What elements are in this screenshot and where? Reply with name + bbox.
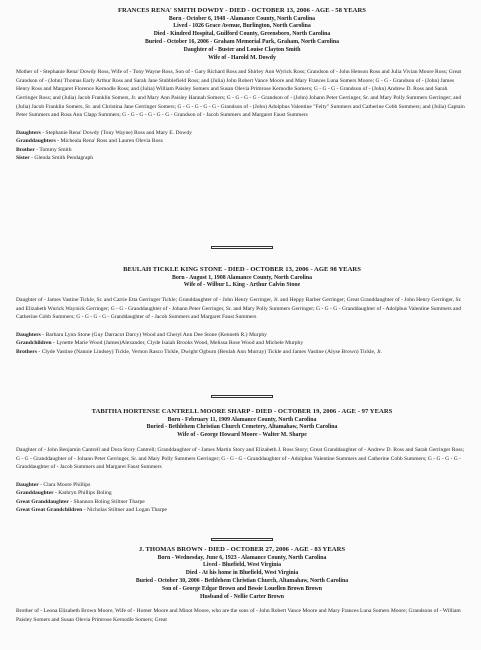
relative-names: - Shannon Boling Stiltner Tharpe <box>68 498 145 505</box>
relative-label: Brother <box>16 146 35 153</box>
obituary-detail: Died - At his home in Bluefield, West Virginia <box>185 570 299 577</box>
relative-line <box>16 348 468 357</box>
obituary-detail: Wife of - Harold M. Dowdy <box>208 54 276 61</box>
obituary-detail: Son of - George Edgar Brown and Bessie Louellen Brown Brown <box>162 585 322 592</box>
obituary-detail: Husband of - Nellie Carter Brown <box>199 593 284 600</box>
relatives-list <box>16 481 468 515</box>
obituary-title: TABITHA HORTENSE CANTRELL MOORE SHARP - DIED - OCTOBER 19, 2006 - AGE - 97 YEARS <box>91 408 393 415</box>
lineage-paragraph: Mother of - Stephanie Rena' Dowdy Ross, Wife of - Tony Wayne Ross, Son of - Gary Richard Ross and Shirley Ann Wyrick Ross; Grandson of - John Henson Ross and Julia Vivian Moore Ross; Great Grandson of - (John) Thomas Early Arthur Ross and Sarah Jane Stubblefield Ross; and (Julia) John Robert Vance Moore and Mary Frances Luna Somers Moore; G - G - Grandson of - (John) James Henry Ross and Margaret Florence Kernodle Ross; and (Julia) William Paisley Somers and Susan Olevia Primrose Kernodle Somers; G - G - G - Grandson of - (John) Andrew D. Ross and Sarah Gerringer Ross; and (Julia) Jacob Franklin Somers, Jr. and Mary Ann Paisley Hannah Somers; G - G - G - G - Grandson of - (John) Johann Peter Gerringer, Sr. and Mary Polly Summers Gerringer; and (Julia) Jacob Franklin Somers, Sr. and Christina Jane Gerringer Somers; G - G - G - G - G - Grandson of - (John) Adolphus Valentine "Felty" Summers and Catherine Cobb Summers; and (Julia) Captain Peter Summers and Rosa Ann Clapp Summers; G - G - G - G - G - G - Grandson of - Jacob Summers and Margaret Faust Summers <box>16 69 465 119</box>
relative-label: Sister <box>16 155 30 162</box>
obituary-entry-sharp <box>16 408 468 515</box>
relative-label: Great Granddaughter <box>16 498 69 505</box>
section-divider <box>211 538 273 540</box>
lineage-paragraph: Brother of - Leona Elizabeth Brown Moore, Wife of - Homer Moore and Minot Moore, who are the sons of - John Robert Vance Moore and Mary Frances Luna Somers Moore; Grandsons of - William Paisley Somers and Susan Olevia Primrose Kernodle Somers; Great <box>16 608 461 623</box>
obituary-detail: Born - February 11, 1909 Alamance County, North Carolina <box>167 416 317 423</box>
relatives-list <box>16 331 468 357</box>
relative-names: - Nicholas Stiltner and Logan Tharpe <box>82 507 167 514</box>
obituary-detail: Died - Kindred Hospital, Guilford County, Greensboro, North Carolina <box>153 31 331 38</box>
relative-names: - Tommy Smith <box>34 146 72 153</box>
obituary-detail: Lived - Bluefield, West Virginia <box>203 562 281 569</box>
relative-label: Grandchildren <box>16 340 52 347</box>
relatives-list <box>16 129 468 163</box>
relative-label: Brothers <box>16 348 38 355</box>
relative-label: Daughter <box>16 481 39 488</box>
relative-label: Great Great Grandchildren <box>16 507 83 514</box>
obituary-detail: Wife of - Wilbur L. King - Arthur Calvin Stone <box>183 282 301 289</box>
relative-names: - Micheala Rena' Ross and Lauren Olevia Ross <box>55 138 163 145</box>
relative-names: - Glenda Smith Pendagraph <box>29 155 94 162</box>
relative-names: - Clara Moore Phillips <box>38 481 91 488</box>
obituary-detail: Born - October 6, 1948 - Alamance County, North Carolina <box>168 15 316 22</box>
relative-label: Granddaughters <box>16 138 56 145</box>
relative-label: Granddaughter <box>16 490 54 497</box>
relative-line <box>16 154 468 163</box>
obituary-detail: Daughter of - Buster and Louise Clayton Smith <box>183 46 301 53</box>
relative-line <box>16 331 468 340</box>
lineage-paragraph: Daughter of - John Benjamin Cantrell and Dora Story Cantrell; Granddaughter of - James Martin Story and Elizabeth J. Ross Story; Great Granddaughter of - Andrew D. Ross and Sarah Gerringer Ross; G - G - Granddaughter of - Johann Peter Gerringer, Sr. and Mary Polly Summers Gerringer; G - G - G - Granddaughter of - Adolphus Valentine Summers and Catherine Cobb Summers; G - G - G - G - Granddaughter of - Jacob Summers and Margaret Faust Summers <box>16 446 465 471</box>
relative-names: - Barbara Lynn Stone (Guy Darracot Darcy) Wood and Cheryl Ann Dee Stone (Kenneth R.) Murphy <box>40 331 267 338</box>
obituary-detail: Born - August 1, 1908 Alamance County, North Carolina <box>172 274 312 281</box>
obituary-title: FRANCES RENA' SMITH DOWDY - DIED - OCTOBER 13, 2006 - AGE - 58 YEARS <box>117 7 367 14</box>
lineage-paragraph: Daughter of - James Vastine Tickle, Sr. and Carrie Etta Gerringer Tickle; Granddaughter of - John Henry Gerringer, Jr. and Heppy Barber Gerringer; Great Granddaughter of - John Henry Gerringer, Sr. and Elizabeth Wurick Waynick Gerringer; G - G - Granddaughter of - Johann Peter Gerringer, Sr. and Mary Polly Summers Gerringer; G - G - G - Granddaughter of - Adolphus Valentine Summers and Catherine Cobb Summers; G - G - G - G - Granddaughter of - Jacob Summers and Margaret Faust Summers <box>16 297 462 321</box>
section-divider <box>211 395 273 397</box>
relative-line <box>16 146 468 155</box>
relative-line <box>16 339 468 348</box>
obituary-entry-dowdy <box>16 7 468 163</box>
obituary-entry-brown <box>16 546 468 624</box>
obituary-detail: Lived - 1026 Grace Avenue, Burlington, North Carolina <box>173 23 311 30</box>
obituary-title: J. THOMAS BROWN - DIED - OCTOBER 27, 2006 - AGE - 83 YEARS <box>138 546 346 553</box>
relative-line <box>16 137 468 146</box>
obituary-detail: Buried - October 30, 2006 - Bethlehem Christian Church, Altamahaw, North Carolina <box>135 577 349 584</box>
relative-line <box>16 129 468 138</box>
section-divider <box>211 246 273 248</box>
relative-line <box>16 481 468 490</box>
obituary-title: BEULAH TICKLE KING STONE - DIED - OCTOBER 13, 2006 - AGE 98 YEARS <box>123 266 361 273</box>
relative-label: Daughters <box>16 331 41 338</box>
obituary-detail: Wife of - George Howard Moore - Walter M. Sharpe <box>177 432 307 439</box>
obituary-entry-stone <box>16 266 468 356</box>
relative-line <box>16 498 468 507</box>
relative-names: - Clyde Vastine (Nannie Lindsey) Tickle, Vernon Rasco Tickle, Dwight Ogburn (Beulah Ann Murray) Tickle and James Vastine (Alyse Brown) Tickle, Jr. <box>37 348 382 355</box>
obituary-detail: Buried - Bethlehem Christian Church Cemetery, Altamahaw, North Carolina <box>146 424 338 431</box>
obituary-detail: Born - Wednesday, June 6, 1923 - Alamance County, North Carolina <box>157 554 327 561</box>
relative-names: - Kathryn Phillips Boling <box>53 490 112 497</box>
relative-line <box>16 506 468 515</box>
relative-line <box>16 489 468 498</box>
relative-names: - Lynette Marie Wood (James)Alexander, Clyde Isaiah Brooks Wood, Melissa Rose Wood and Michele Murphy <box>51 340 304 347</box>
relative-label: Daughters <box>16 129 41 136</box>
obituary-detail: Buried - October 16, 2006 - Graham Memorial Park, Graham, North Carolina <box>145 38 339 45</box>
relative-names: - Stephanie Rena' Dowdy (Tony Wayne) Ross and Mary E. Dowdy <box>40 129 192 136</box>
